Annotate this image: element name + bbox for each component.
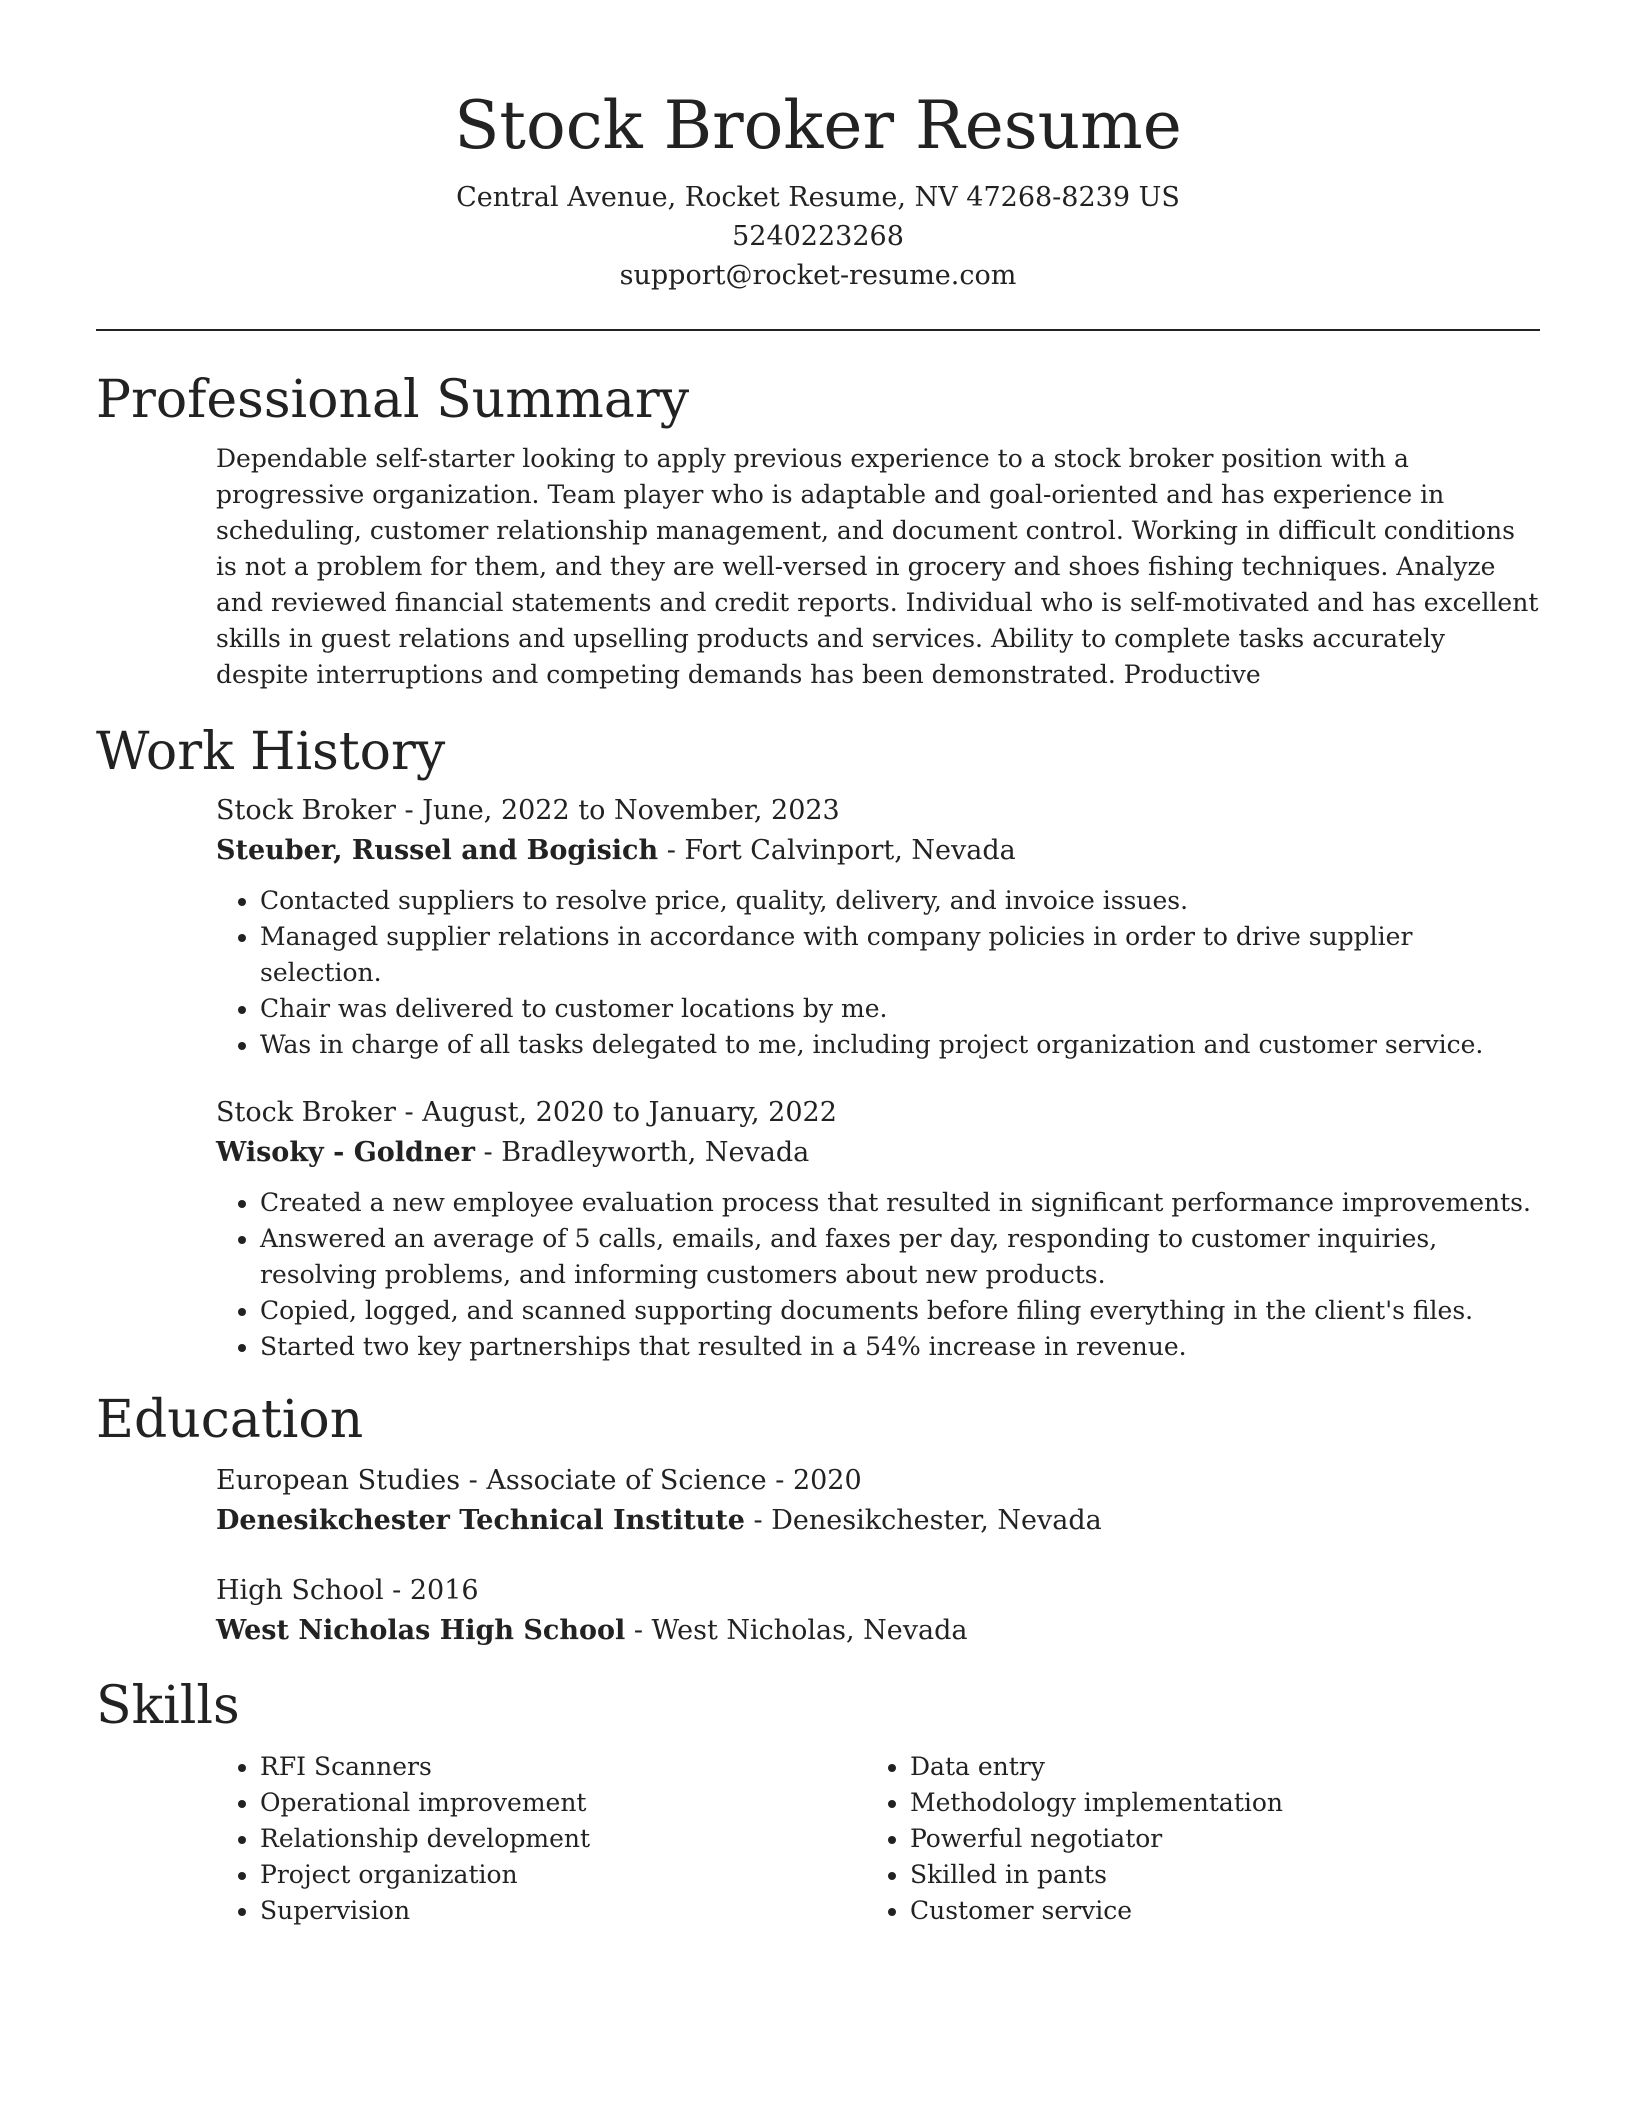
job-dates: - June, 2022 to November, 2023 — [395, 795, 840, 826]
education-school: West Nicholas High School — [216, 1615, 626, 1646]
education-entry — [216, 1461, 1540, 1541]
job-bullet: • Started two key partnerships that resulted in a 54% increase in revenue. — [260, 1329, 1540, 1365]
header-divider — [96, 329, 1540, 331]
job-bullet: • Copied, logged, and scanned supporting documents before filing everything in the client's files. — [260, 1293, 1540, 1329]
contact-phone: 5240223268 — [732, 221, 904, 252]
resume-title: Stock Broker Resume — [454, 87, 1182, 164]
education-body — [216, 1461, 1540, 1651]
summary-heading: Professional Summary — [96, 370, 690, 430]
education-degree: European Studies - Associate of Science - 2020 — [216, 1465, 862, 1496]
job-bullets — [216, 883, 1540, 1063]
skills-section — [96, 1675, 1540, 1929]
skill-item: • Operational improvement — [260, 1785, 866, 1821]
skill-item: • Powerful negotiator — [910, 1821, 1516, 1857]
job-dates: - August, 2020 to January, 2022 — [395, 1097, 837, 1128]
summary-body — [216, 441, 1540, 693]
job-location: - Bradleyworth, Nevada — [474, 1137, 810, 1168]
summary-section — [96, 369, 1540, 693]
skill-item: • Supervision — [260, 1893, 866, 1929]
skill-item: • Skilled in pants — [910, 1857, 1516, 1893]
education-location: - West Nicholas, Nevada — [625, 1615, 968, 1646]
resume-page — [96, 0, 1540, 1929]
job-company: Wisoky - Goldner — [216, 1137, 475, 1168]
summary-text: Dependable self-starter looking to apply previous experience to a stock broker position with a progressive organization. Team player who is adaptable and goal-oriented and has experience in scheduling, customer relationship management, and document control. Working in difficult conditions is not a problem for them, and they are well-versed in grocery and shoes fishing techniques. Analyze and reviewed financial statements and credit reports. Individual who is self-motivated and has excellent skills in guest relations and upselling products and services. Ability to complete tasks accurately despite interruptions and competing demands has been demonstrated. Productive — [216, 444, 1539, 689]
job-bullet: • Created a new employee evaluation process that resulted in significant performance improvements. — [260, 1185, 1540, 1221]
job-location: - Fort Calvinport, Nevada — [658, 835, 1016, 866]
skill-item: • RFI Scanners — [260, 1749, 866, 1785]
education-degree: High School - 2016 — [216, 1575, 479, 1606]
job-bullet: • Chair was delivered to customer locations by me. — [260, 991, 1540, 1027]
job-bullet: • Answered an average of 5 calls, emails, and faxes per day, responding to customer inquiries, resolving problems, and informing customers about new products. — [260, 1221, 1540, 1293]
job-bullet: • Was in charge of all tasks delegated to me, including project organization and customer service. — [260, 1027, 1540, 1063]
job-bullets — [216, 1185, 1540, 1365]
contact-email: support@rocket-resume.com — [619, 260, 1017, 291]
job-title-line — [216, 1093, 1540, 1133]
skills-column-left — [216, 1749, 866, 1929]
job-title-line — [216, 791, 1540, 831]
education-school: Denesikchester Technical Institute — [216, 1505, 745, 1536]
education-location: - Denesikchester, Nevada — [744, 1505, 1102, 1536]
work-section — [96, 721, 1540, 1365]
contact-address: Central Avenue, Rocket Resume, NV 47268-8239 US — [456, 182, 1180, 213]
job-entry — [216, 791, 1540, 1063]
job-bullet: • Contacted suppliers to resolve price, quality, delivery, and invoice issues. — [260, 883, 1540, 919]
work-heading: Work History — [96, 722, 446, 782]
skills-list — [866, 1749, 1516, 1929]
education-school-line — [216, 1501, 1540, 1541]
education-heading: Education — [96, 1390, 364, 1450]
skill-item: • Relationship development — [260, 1821, 866, 1857]
education-entry — [216, 1571, 1540, 1651]
skills-column-right — [866, 1749, 1516, 1929]
skills-heading: Skills — [96, 1676, 240, 1736]
skill-item: • Data entry — [910, 1749, 1516, 1785]
skill-item: • Customer service — [910, 1893, 1516, 1929]
job-position: Stock Broker — [216, 795, 396, 826]
work-body — [216, 791, 1540, 1365]
job-company-line — [216, 831, 1540, 871]
resume-header — [96, 0, 1540, 295]
job-position: Stock Broker — [216, 1097, 396, 1128]
job-company: Steuber, Russel and Bogisich — [216, 835, 659, 866]
skill-item: • Project organization — [260, 1857, 866, 1893]
job-bullet: • Managed supplier relations in accordance with company policies in order to drive supplier selection. — [260, 919, 1540, 991]
skill-item: • Methodology implementation — [910, 1785, 1516, 1821]
skills-list — [216, 1749, 866, 1929]
skills-body — [216, 1749, 1540, 1929]
education-section — [96, 1389, 1540, 1651]
job-entry — [216, 1093, 1540, 1365]
education-school-line — [216, 1611, 1540, 1651]
contact-block — [96, 178, 1540, 295]
job-company-line — [216, 1133, 1540, 1173]
